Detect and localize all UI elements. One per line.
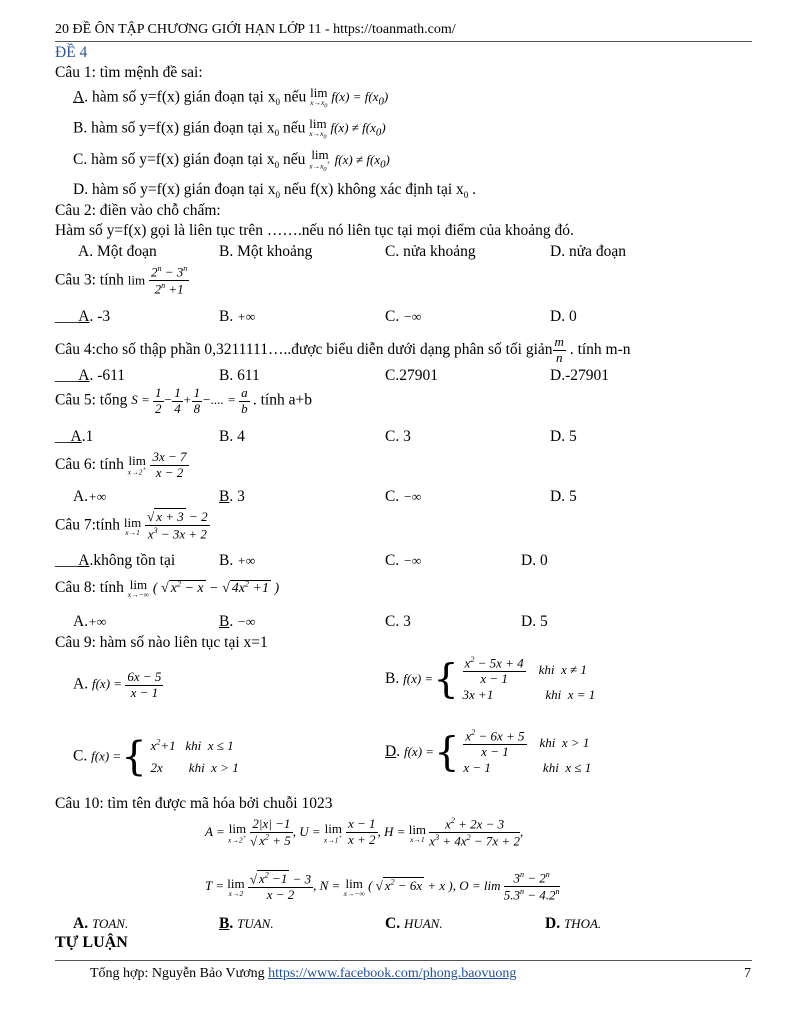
q10-option-c[interactable]: C. HUAN. [385,915,443,932]
q1-a-formula: lim $x\to x_0$ [310,85,328,110]
section-title: ĐỀ 4 [55,44,88,61]
q3-option-c[interactable]: C. −∞ [385,308,422,325]
q6-stem: Câu 6: tính lim x→2+ $\frac{3x - 7}{x - 2}$ [55,449,187,480]
q6-option-c[interactable]: C. −∞ [385,488,422,505]
q6-option-a[interactable]: A.+∞ [73,488,107,505]
footer-rule [55,960,752,961]
q6-option-b[interactable]: B. 3 [219,488,245,505]
q1-a-label: A [73,88,85,106]
q10-formula-line1: A = lim x→2+ $\frac{2|x| -1}{√ x^2 + 5}$ , U = lim x→1+ $\frac{x - 1}{x + 2}$ , H = lim x→1 $\frac{x^2 + 2x - 3}{x^3 + 4x^2 - 7x + 2}$ , [205,815,524,849]
q4-option-a[interactable]: ___A. -611 [55,367,126,384]
q7-stem: Câu 7:tính lim x→1 $\frac{√ x + 3 - 2}{x^3 - 3x + 2}$ [55,509,208,542]
q10-title: Câu 10: tìm tên được mã hóa bởi chuỗi 1023 [55,795,333,812]
q6-option-d[interactable]: D. 5 [550,488,577,505]
q3-stem: Câu 3: tính lim $\frac{2^n - 3^n}{2^n +1}$ [55,264,188,297]
q5-formula: S = $\frac{1}{2}$ − $\frac{1}{4}$ + $\frac{1}{8}$ −.... = $\frac{a}{b}$ [131,385,248,416]
q2-option-a[interactable]: A. Một đoạn [78,243,157,260]
q1-b-formula: lim $x\to x_0$ [309,116,327,141]
q9-option-a[interactable]: A. f(x) = $\frac{6x - 5}{x - 1}$ [73,669,162,700]
q1-c-formula: lim $x\to x_0^+$ [309,147,331,173]
q2-stem: Hàm số y=f(x) gọi là liên tục trên …….nếu nó liên tục tại mọi điểm của khoảng đó. [55,222,574,239]
footer: Tổng hợp: Nguyễn Bảo Vương https://www.facebook.com/phong.baovuong [90,966,517,981]
q3-option-d[interactable]: D. 0 [550,308,577,325]
q2-option-d[interactable]: D. nửa đoạn [550,243,626,260]
q2-option-b[interactable]: B. Một khoảng [219,243,313,260]
q8-option-a[interactable]: A.+∞ [73,613,107,630]
q10-option-d[interactable]: D. THOA. [545,915,602,932]
q3-option-b[interactable]: B. +∞ [219,308,256,325]
q7-option-c[interactable]: C. −∞ [385,552,422,569]
page-header: 20 ĐỀ ÔN TẬP CHƯƠNG GIỚI HẠN LỚP 11 - https://toanmath.com/ [55,22,456,37]
q5-stem: Câu 5: tổng S = $\frac{1}{2}$ − $\frac{1}{4}$ + $\frac{1}{8}$ −.... = $\frac{a}{b}$ . tính a+b [55,385,312,416]
q8-formula: ( √ $x^2 - x$ − √ $4x^2 +1$ ) [152,579,280,596]
q2-option-c[interactable]: C. nửa khoảng [385,243,476,260]
q8-option-b[interactable]: B. −∞ [219,613,256,630]
page-number: 7 [744,966,751,981]
q6-formula: $\frac{3x - 7}{x - 2}$ [152,449,187,480]
q9-title: Câu 9: hàm số nào liên tục tại x=1 [55,634,268,651]
q9-option-c[interactable]: C. f(x) ={ $x^2+1$ khi x ≤ 1 2x khi x > 1 [73,734,239,781]
q10-option-b[interactable]: B. TUAN. [219,915,274,932]
q5-option-a[interactable]: __A.1 [55,428,94,445]
q5-option-b[interactable]: B. 4 [219,428,245,445]
q8-option-d[interactable]: D. 5 [521,613,548,630]
q5-option-d[interactable]: D. 5 [550,428,577,445]
q3-option-a[interactable]: ___A. -3 [55,308,111,325]
q5-option-c[interactable]: C. 3 [385,428,411,445]
q7-option-a[interactable]: ___A.không tồn tại [55,552,176,569]
q8-stem: Câu 8: tính lim x→−∞ ( √ $x^2 - x$ − √ $4x^2 +1$ ) [55,577,280,599]
q1-option-d[interactable]: D. hàm số y=f(x) gián đoạn tại $x_0$ nếu f(x) không xác định tại $x_0$ . [73,181,477,200]
q1-option-c[interactable]: C. hàm số y=f(x) gián đoạn tại $x_0$ nếu lim $x\to x_0^+$ $f(x) \ne f(x_0)$ [73,147,390,173]
q1-option-b[interactable]: B. hàm số y=f(x) gián đoạn tại $x_0$ nếu lim $x\to x_0$ $f(x) \ne f(x_0)$ [73,116,386,141]
q7-option-d[interactable]: D. 0 [521,552,548,569]
q9-option-d[interactable]: D. f(x) ={ $\frac{x^2 - 6x + 5}{x - 1}$ khi x > 1 x − 1 khi x ≤ 1 [385,728,592,776]
q2-title: Câu 2: điền vào chỗ chấm: [55,202,221,219]
tu-luan-heading: TỰ LUẬN [55,934,128,951]
footer-link[interactable]: https://www.facebook.com/phong.baovuong [268,966,517,981]
q8-option-c[interactable]: C. 3 [385,613,411,630]
q10-option-a[interactable]: A. TOAN. [73,915,129,932]
q4-option-c[interactable]: C.27901 [385,367,438,384]
q1-option-a[interactable]: A. hàm số y=f(x) gián đoạn tại $x_0$ nếu lim $x\to x_0$ $f(x) = f(x_0)$ [73,85,389,110]
q10-formula-line2: T = lim x→2 $\frac{√ x^2 -1 - 3}{x - 2}$ , N = lim x→−∞ ( √ $x^2 - 6x + x$ ), O = lim $\frac{3^n - 2^n}{5.3^n - 4.2^n}$ [205,870,560,903]
header-rule [55,41,752,42]
q7-formula: $\frac{√ x + 3 - 2}{x^3 - 3x + 2}$ [147,509,208,542]
q4-stem: Câu 4:cho số thập phần 0,3211111…..được biểu diễn dưới dạng phân số tối giản $\frac{m}{n}$ . tính m-n [55,334,631,365]
q3-formula: $\frac{2^n - 3^n}{2^n +1}$ [150,264,188,297]
q7-option-b[interactable]: B. +∞ [219,552,256,569]
q9-option-b[interactable]: B. f(x) ={ $\frac{x^2 - 5x + 4}{x - 1}$ khi x ≠ 1 3x +1 khi x = 1 [385,655,596,703]
q4-option-b[interactable]: B. 611 [219,367,260,384]
q4-option-d[interactable]: D.-27901 [550,367,609,384]
q1-title: Câu 1: tìm mệnh đề sai: [55,64,203,81]
